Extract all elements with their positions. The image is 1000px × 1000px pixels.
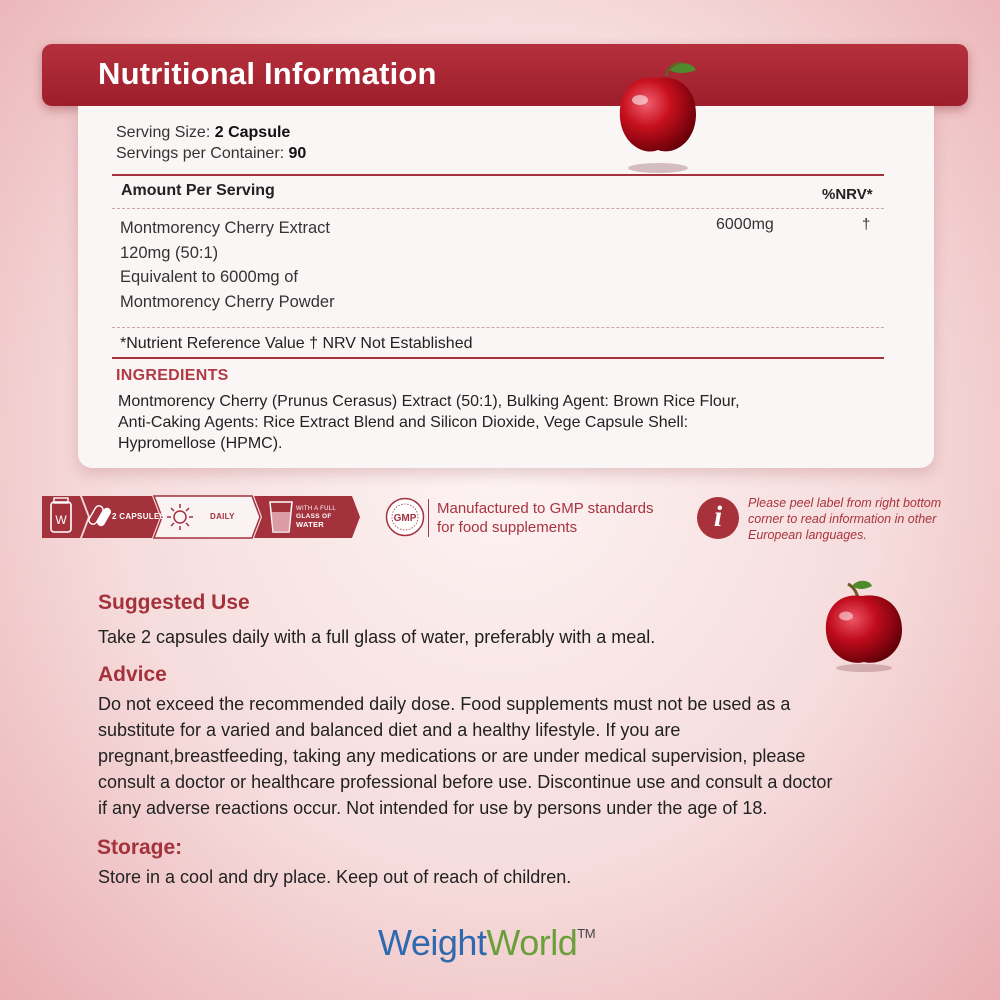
svg-text:W: W xyxy=(55,513,67,527)
gmp-line: for food supplements xyxy=(437,519,578,536)
brand-logo xyxy=(378,922,595,964)
daily-label: DAILY xyxy=(210,512,235,521)
capsules-label: 2 CAPSULES xyxy=(112,512,166,521)
gmp-badge-text: GMP xyxy=(393,513,417,524)
nutrient-desc-line: Equivalent to 6000mg of xyxy=(120,268,298,286)
servings-per-container-label: Servings per Container: xyxy=(116,145,289,162)
suggested-use-text: Take 2 capsules daily with a full glass of water, preferably with a meal. xyxy=(98,627,656,647)
advice-title: Advice xyxy=(98,663,167,686)
brand-logo-world: World xyxy=(486,922,578,963)
cherry-image xyxy=(606,56,706,176)
gmp-divider xyxy=(428,499,429,537)
gmp-badge-icon xyxy=(385,497,425,537)
nutrient-desc-line: 120mg (50:1) xyxy=(120,243,219,262)
nutrient-desc-line: Montmorency Cherry Powder xyxy=(120,292,335,311)
nutrient-desc-line: Montmorency Cherry Extract xyxy=(120,219,330,237)
peel-label-note xyxy=(748,495,988,543)
ingredients-line: Hypromellose (HPMC). xyxy=(118,435,283,452)
trademark-symbol: TM xyxy=(577,926,596,941)
header-divider xyxy=(112,208,884,209)
nutrition-card xyxy=(78,106,934,468)
water-label-line: WATER xyxy=(296,520,325,529)
peel-note-line: corner to read information in other xyxy=(748,512,937,526)
advice-line: if any adverse reactions occur. Not intended for use by persons under the age of 18. xyxy=(98,798,768,818)
advice-line: pregnant,breastfeeding, taking any medications or are under medical supervision, please xyxy=(98,746,806,766)
peel-note-line: Please peel label from right bottom xyxy=(748,496,942,510)
suggested-use-title: Suggested Use xyxy=(98,591,250,614)
page-title: Nutritional Information xyxy=(98,56,437,91)
ingredients-line: Anti-Caking Agents: Rice Extract Blend and Silicon Dioxide, Vege Capsule Shell: xyxy=(118,414,689,431)
ingredients-line: Montmorency Cherry (Prunus Cerasus) Extract (50:1), Bulking Agent: Brown Rice Flour, xyxy=(118,393,740,410)
gmp-text xyxy=(437,499,654,537)
nutrient-description xyxy=(120,216,420,314)
servings-per-container-value: 90 xyxy=(288,145,307,162)
advice-text xyxy=(98,691,918,821)
peel-note-line: European languages. xyxy=(748,528,867,542)
advice-line: consult a doctor or healthcare professional before use. Discontinue use and consult a doctor xyxy=(98,772,833,792)
nutrient-amount: 6000mg xyxy=(716,216,774,233)
water-label-line: GLASS OF xyxy=(296,513,332,520)
gmp-line: Manufactured to GMP standards xyxy=(437,500,654,517)
storage-title: Storage: xyxy=(97,836,183,859)
brand-logo-weight: Weight xyxy=(378,922,487,963)
header-banner xyxy=(42,44,968,106)
nutrient-nrv: † xyxy=(862,216,871,233)
table-bottom-rule xyxy=(112,357,884,359)
row-divider xyxy=(112,327,884,328)
info-icon xyxy=(697,497,739,539)
info-icon-glyph: i xyxy=(713,500,723,533)
advice-line: substitute for a varied and balanced diet and a healthy lifestyle. If you are xyxy=(98,720,681,740)
column-header-nrv: %NRV* xyxy=(822,186,873,203)
storage-text: Store in a cool and dry place. Keep out of reach of children. xyxy=(98,867,572,887)
column-header-amount: Amount Per Serving xyxy=(121,182,275,199)
table-top-rule xyxy=(112,174,884,176)
serving-size-value: 2 Capsule xyxy=(214,124,291,141)
ingredients-text xyxy=(118,391,858,454)
nrv-footnote: *Nutrient Reference Value † NRV Not Established xyxy=(120,335,473,352)
ingredients-title: INGREDIENTS xyxy=(116,367,229,384)
advice-line: Do not exceed the recommended daily dose. Food supplements must not be used as a xyxy=(98,694,791,714)
water-label-line: WITH A FULL xyxy=(296,506,336,512)
serving-info xyxy=(116,122,306,164)
water-label xyxy=(296,505,336,529)
serving-size-label: Serving Size: xyxy=(116,124,215,141)
